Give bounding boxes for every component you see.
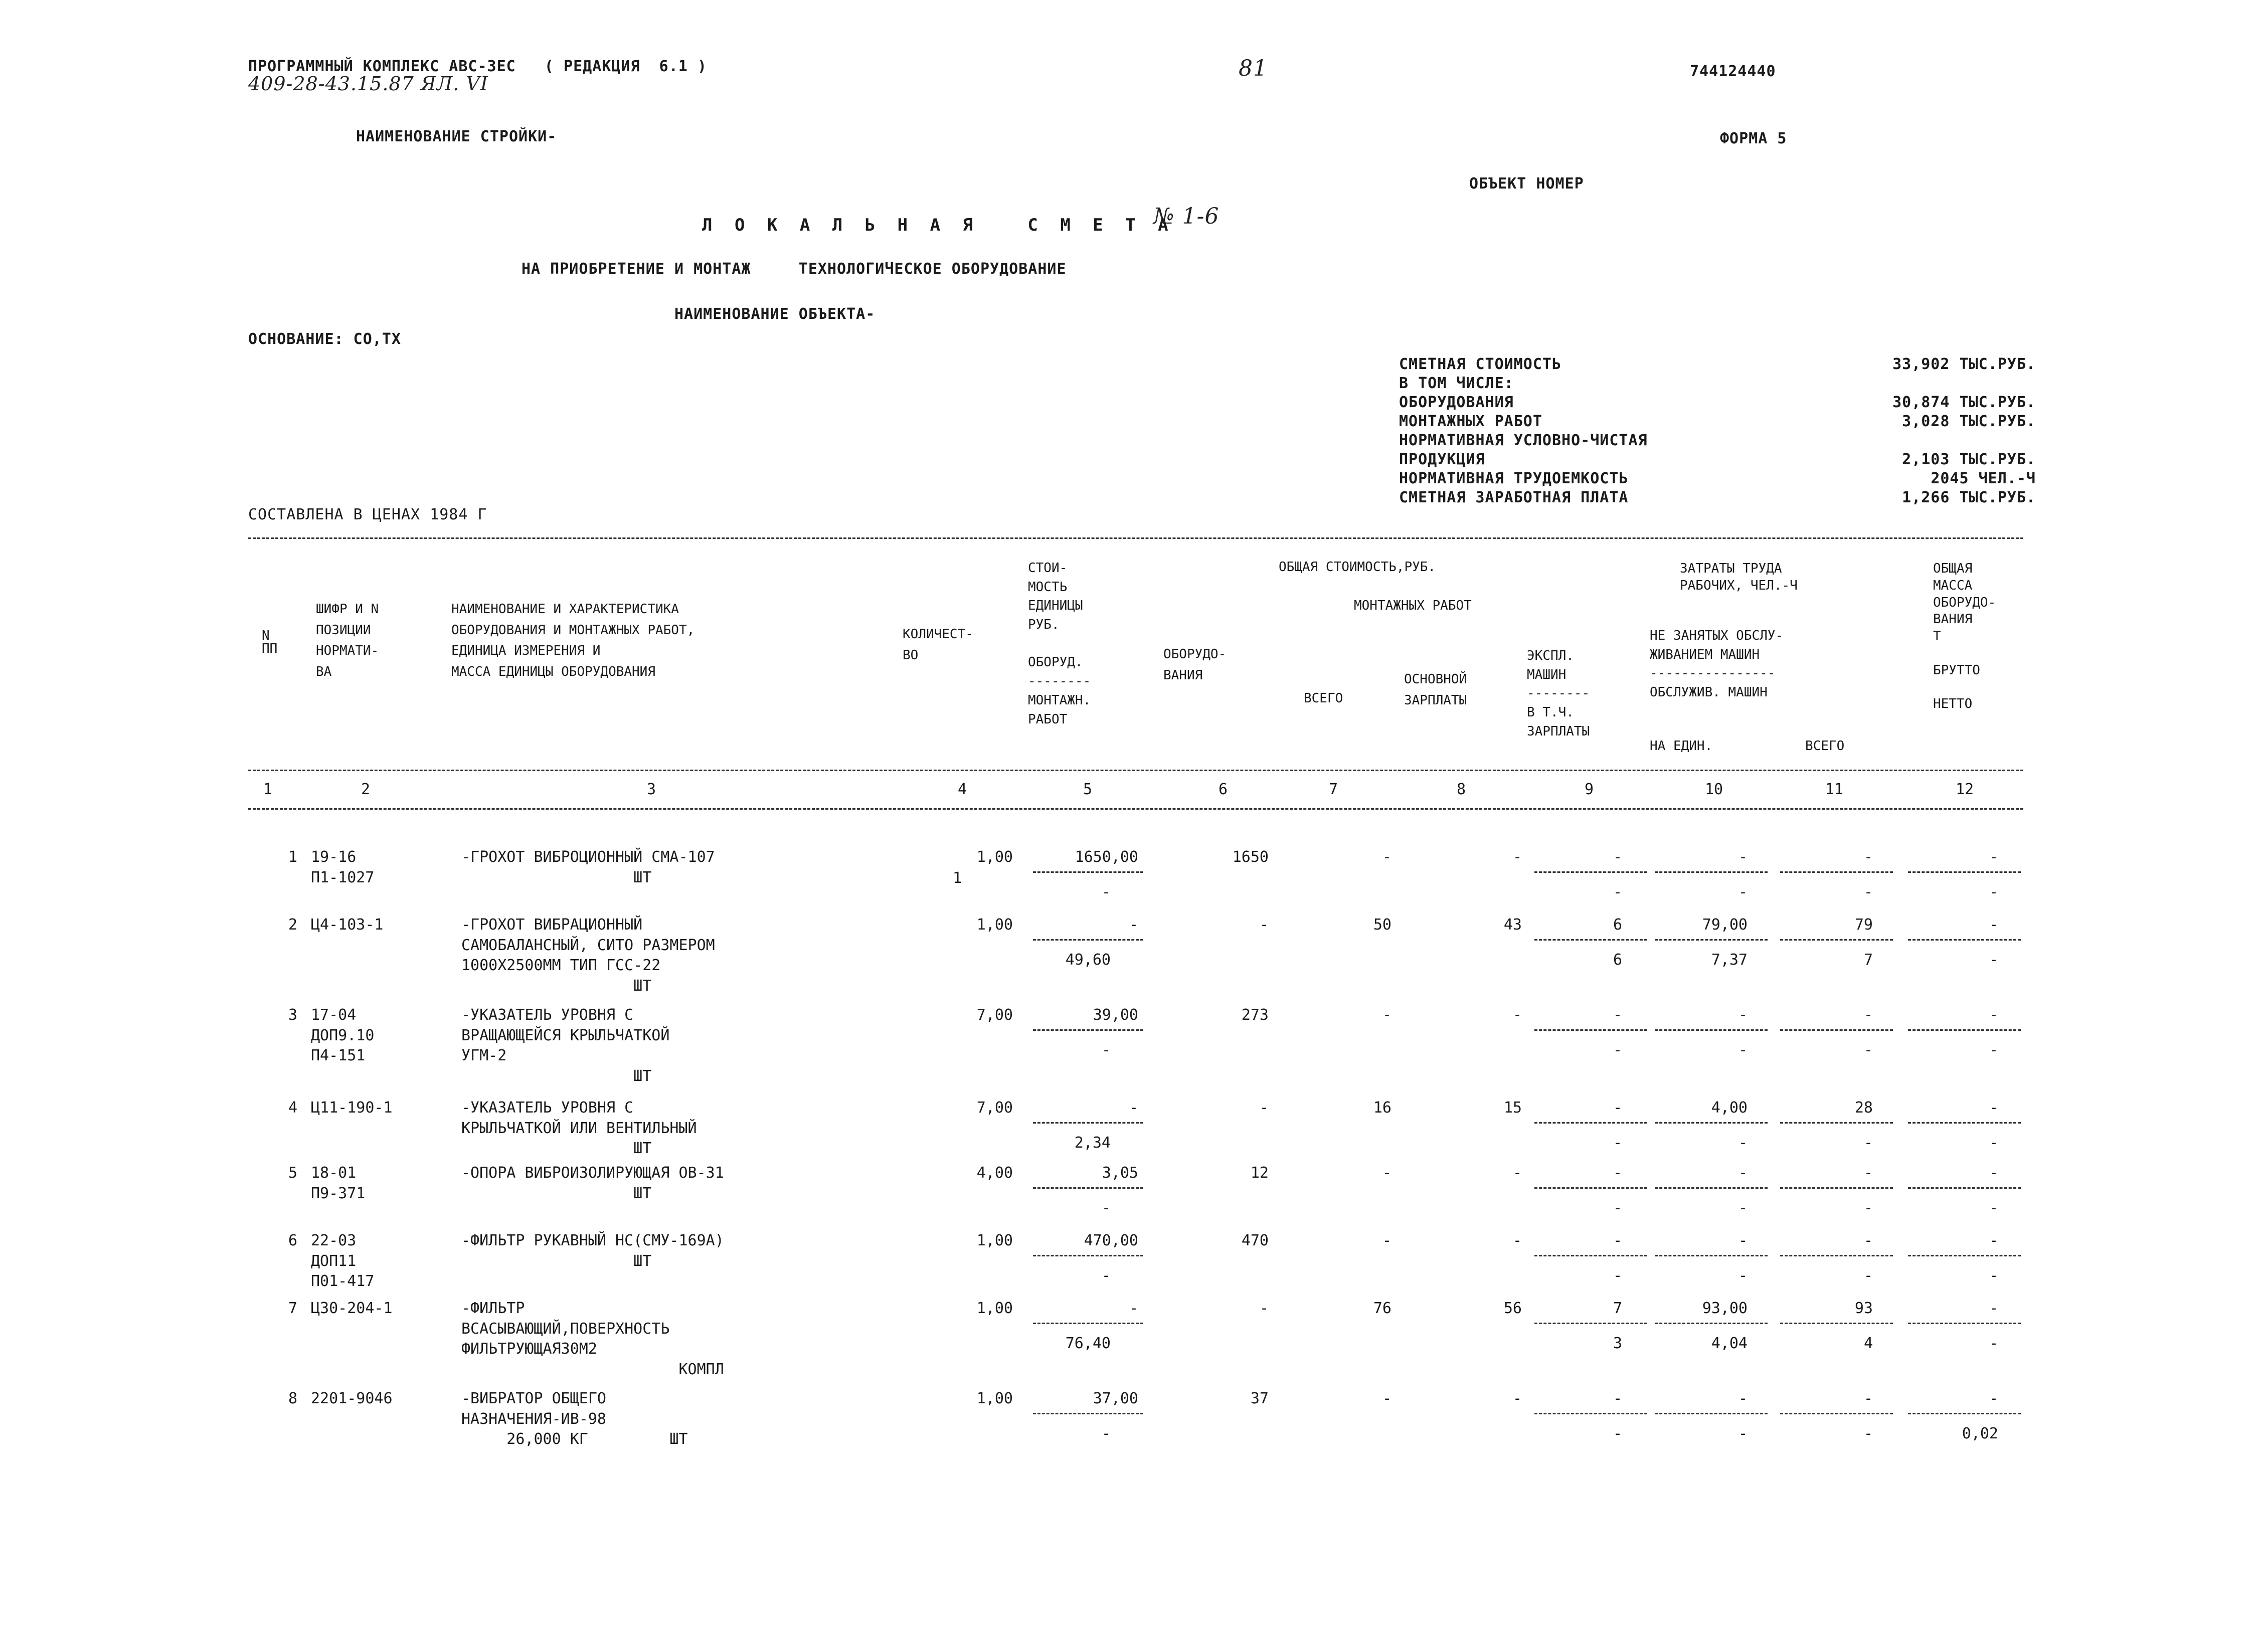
row-equipment-cost: -: [1259, 1300, 1269, 1317]
cell-divider: [1655, 1323, 1768, 1324]
row-number: 5: [288, 1164, 298, 1182]
row-all-lab: 28: [1854, 1099, 1873, 1117]
col-basic-salary-header: ОСНОВНОЙ ЗАРПЛАТЫ: [1404, 672, 1467, 708]
row-unit-lab: -: [1738, 1006, 1748, 1024]
row-mach2: -: [1613, 1267, 1622, 1284]
row-mass2: -: [1989, 951, 1998, 969]
row-quantity: 1,00: [976, 1390, 1013, 1407]
row-number: 8: [288, 1390, 298, 1407]
row-all-lab2: 4: [1863, 1335, 1873, 1352]
row-mount-total: 76: [1373, 1300, 1391, 1317]
column-number: 8: [1457, 781, 1466, 798]
row-mount-total: 50: [1373, 916, 1391, 934]
row-unit-lab: 4,00: [1711, 1099, 1748, 1117]
row-mass: -: [1989, 848, 1998, 866]
row-quantity: 1,00: [976, 848, 1013, 866]
summary-value: 30,874 ТЫС.РУБ.: [1892, 394, 2036, 411]
cell-divider: [1033, 939, 1143, 941]
cell-divider: [1033, 1323, 1143, 1324]
row-quantity: 7,00: [976, 1006, 1013, 1024]
row-code: Ц11-190-1: [311, 1099, 393, 1117]
row-basic-salary: -: [1512, 1232, 1522, 1249]
cell-divider: [1780, 1187, 1893, 1189]
cell-divider: [1780, 939, 1893, 941]
column-number: 9: [1585, 781, 1594, 798]
row-all-lab: -: [1863, 848, 1873, 866]
row-unit-mount-cost: -: [1101, 1199, 1111, 1217]
row-code: 2201-9046: [311, 1390, 393, 1407]
row-code: 22-03 ДОП11 П01-417: [311, 1232, 375, 1290]
row-unit-lab2: -: [1738, 1134, 1748, 1152]
row-mount-total: -: [1382, 848, 1391, 866]
row-unit-mount-cost: 2,34: [1074, 1134, 1111, 1152]
form-label: ФОРМА 5: [1720, 130, 1787, 147]
page-number: 81: [1239, 56, 1268, 81]
row-code: 17-04 ДОП9.10 П4-151: [311, 1006, 375, 1064]
col-qty-header: КОЛИЧЕСТ- ВО: [903, 627, 973, 663]
row-mach: 7: [1613, 1300, 1622, 1317]
row-mount-total: -: [1382, 1232, 1391, 1249]
header-bottom-rule: [248, 770, 2023, 771]
document-title: Л О К А Л Ь Н А Я С М Е Т А: [702, 215, 1174, 235]
summary-value: 2,103 ТЫС.РУБ.: [1902, 451, 2036, 468]
row-mass: -: [1989, 1390, 1998, 1407]
group-labor-sub-header: НЕ ЗАНЯТЫХ ОБСЛУ- ЖИВАНИЕМ МАШИН ---------------- ОБСЛУЖИВ. МАШИН: [1650, 628, 1784, 700]
row-mach2: -: [1613, 1199, 1622, 1217]
row-mass2: 0,02: [1962, 1425, 1998, 1442]
row-name: -ОПОРА ВИБРОИЗОЛИРУЮЩАЯ ОВ-31 ШТ: [461, 1164, 724, 1202]
cell-divider: [1655, 1413, 1768, 1414]
cell-divider: [1534, 1122, 1647, 1124]
row-all-lab: -: [1863, 1390, 1873, 1407]
cell-divider: [1033, 1413, 1143, 1414]
row-mach: -: [1613, 1164, 1622, 1182]
row-equipment-cost: -: [1259, 916, 1269, 934]
row-all-lab2: -: [1863, 1267, 1873, 1284]
summary-label: ПРОДУКЦИЯ: [1399, 451, 1485, 468]
row-mass2: -: [1989, 1199, 1998, 1217]
row-equipment-cost: -: [1259, 1099, 1269, 1117]
row-mass2: -: [1989, 1335, 1998, 1352]
col-name-header: НАИМЕНОВАНИЕ И ХАРАКТЕРИСТИКА ОБОРУДОВАНИЯ И МОНТАЖНЫХ РАБОТ, ЕДИНИЦА ИЗМЕРЕНИЯ И МАССА ЕДИНИЦЫ ОБОРУДОВАНИЯ: [451, 602, 695, 679]
row-mass: -: [1989, 1099, 1998, 1117]
row-name: -ВИБРАТОР ОБЩЕГО НАЗНАЧЕНИЯ-ИВ-98 26,000 КГ ШТ: [461, 1390, 688, 1448]
row-quantity: 1,00: [976, 1232, 1013, 1249]
row-code: 19-16 П1-1027: [311, 848, 375, 886]
subtitle: НА ПРИОБРЕТЕНИЕ И МОНТАЖ ТЕХНОЛОГИЧЕСКОЕ ОБОРУДОВАНИЕ: [521, 260, 1067, 278]
column-number: 12: [1956, 781, 1974, 798]
row-unit-cost: 470,00: [1084, 1232, 1138, 1249]
row-basic-salary: -: [1512, 1390, 1522, 1407]
row-unit-lab2: -: [1738, 1199, 1748, 1217]
row-all-lab2: 7: [1863, 951, 1873, 969]
row-mount-total: 16: [1373, 1099, 1391, 1117]
col-equipment-header: ОБОРУДО- ВАНИЯ: [1163, 647, 1227, 683]
row-unit-lab2: 4,04: [1711, 1335, 1748, 1352]
row-mass2: -: [1989, 1267, 1998, 1284]
row-mass2: -: [1989, 1041, 1998, 1059]
row-equipment-cost: 273: [1241, 1006, 1269, 1024]
group-mount-header: МОНТАЖНЫХ РАБОТ: [1354, 598, 1472, 613]
row-basic-salary: -: [1512, 848, 1522, 866]
row-all-lab2: -: [1863, 1041, 1873, 1059]
cell-divider: [1033, 871, 1143, 873]
row-name: -ГРОХОТ ВИБРОЦИОННЫЙ СМА-107 ШТ: [461, 848, 715, 886]
row-unit-lab: -: [1738, 1232, 1748, 1249]
col-code-header: ШИФР И N ПОЗИЦИИ НОРМАТИ- ВА: [316, 602, 379, 679]
cell-divider: [1908, 1413, 2021, 1414]
col-per-unit-header: НА ЕДИН.: [1650, 739, 1713, 754]
object-name: НАИМЕНОВАНИЕ ОБЪЕКТА-: [674, 305, 876, 323]
row-mach: 6: [1613, 916, 1622, 934]
row-mount-total: -: [1382, 1164, 1391, 1182]
column-number: 5: [1083, 781, 1093, 798]
row-unit-lab2: -: [1738, 883, 1748, 901]
row-name: -ФИЛЬТР ВСАСЫВАЮЩИЙ,ПОВЕРХНОСТЬ ФИЛЬТРУЮЩАЯ30М2 КОМПЛ: [461, 1300, 724, 1378]
row-quantity: 4,00: [976, 1164, 1013, 1182]
column-number: 3: [647, 781, 656, 798]
row-unit-lab: 93,00: [1702, 1300, 1748, 1317]
row-unit-lab: -: [1738, 1390, 1748, 1407]
row-number: 2: [288, 916, 298, 934]
cell-divider: [1534, 1029, 1647, 1031]
row-basic-salary: -: [1512, 1164, 1522, 1182]
summary-label: НОРМАТИВНАЯ УСЛОВНО-ЧИСТАЯ: [1399, 432, 1648, 449]
row-mach: -: [1613, 1232, 1622, 1249]
row-equipment-cost: 12: [1250, 1164, 1269, 1182]
row-quantity: 1,00: [976, 1300, 1013, 1317]
column-number: 11: [1825, 781, 1844, 798]
row-unit-lab2: -: [1738, 1041, 1748, 1059]
row-quantity: 1,00: [976, 916, 1013, 934]
cell-divider: [1908, 939, 2021, 941]
row-mach2: -: [1613, 1041, 1622, 1059]
col-total-header: ВСЕГО: [1304, 691, 1343, 706]
row-mark: 1: [953, 869, 962, 887]
cell-divider: [1033, 1187, 1143, 1189]
row-unit-mount-cost: -: [1101, 1267, 1111, 1284]
row-unit-lab2: -: [1738, 1425, 1748, 1442]
row-unit-lab2: 7,37: [1711, 951, 1748, 969]
row-unit-mount-cost: -: [1101, 883, 1111, 901]
row-mach2: -: [1613, 883, 1622, 901]
row-code: 18-01 П9-371: [311, 1164, 366, 1202]
row-name: -ГРОХОТ ВИБРАЦИОННЫЙ САМОБАЛАНСНЫЙ, СИТО РАЗМЕРОМ 1000Х2500ММ ТИП ГСС-22 ШТ: [461, 916, 715, 995]
cell-divider: [1908, 871, 2021, 873]
column-number: 6: [1219, 781, 1228, 798]
column-number: 1: [263, 781, 273, 798]
row-mach: -: [1613, 1390, 1622, 1407]
column-number: 7: [1329, 781, 1338, 798]
summary-value: 2045 ЧЕЛ.-Ч: [1931, 470, 2036, 487]
row-basic-salary: 43: [1503, 916, 1522, 934]
row-unit-mount-cost: -: [1101, 1425, 1111, 1442]
row-all-lab: -: [1863, 1164, 1873, 1182]
row-number: 1: [288, 848, 298, 866]
row-all-lab2: -: [1863, 883, 1873, 901]
cell-divider: [1655, 1187, 1768, 1189]
row-code: Ц4-103-1: [311, 916, 384, 934]
price-basis: СОСТАВЛЕНА В ЦЕНАХ 1984 Г: [248, 506, 487, 523]
line-name: НАИМЕНОВАНИЕ СТРОЙКИ-: [356, 128, 557, 145]
row-basic-salary: 15: [1503, 1099, 1522, 1117]
row-unit-lab: 79,00: [1702, 916, 1748, 934]
row-number: 7: [288, 1300, 298, 1317]
row-mach2: 3: [1613, 1335, 1622, 1352]
row-mach: -: [1613, 1099, 1622, 1117]
row-mass2: -: [1989, 1134, 1998, 1152]
row-mass: -: [1989, 1232, 1998, 1249]
row-equipment-cost: 470: [1241, 1232, 1269, 1249]
col-unit-cost-header: СТОИ- МОСТЬ ЕДИНИЦЫ РУБ. ОБОРУД. -------- МОНТАЖН. РАБОТ: [1028, 561, 1091, 727]
row-unit-lab: -: [1738, 848, 1748, 866]
cell-divider: [1534, 1413, 1647, 1414]
row-mach: -: [1613, 848, 1622, 866]
row-number: 3: [288, 1006, 298, 1024]
row-number: 4: [288, 1099, 298, 1117]
col-machine-header: ЭКСПЛ. МАШИН -------- В Т.Ч. ЗАРПЛАТЫ: [1527, 648, 1590, 739]
row-unit-cost: 3,05: [1102, 1164, 1138, 1182]
numbers-bottom-rule: [248, 808, 2023, 810]
row-mass: -: [1989, 1006, 1998, 1024]
cell-divider: [1033, 1029, 1143, 1031]
cell-divider: [1655, 871, 1768, 873]
summary-value: 1,266 ТЫС.РУБ.: [1902, 489, 2036, 506]
row-number: 6: [288, 1232, 298, 1249]
row-code: Ц30-204-1: [311, 1300, 393, 1317]
summary-value: 33,902 ТЫС.РУБ.: [1892, 355, 2036, 373]
col-n-header: N ПП: [262, 628, 278, 656]
row-equipment-cost: 1650: [1232, 848, 1269, 866]
program-name: ПРОГРАММНЫЙ КОМПЛЕКС АВС-ЗЕС ( РЕДАКЦИЯ 6.1 ): [248, 58, 707, 75]
row-all-lab2: -: [1863, 1199, 1873, 1217]
cell-divider: [1780, 1122, 1893, 1124]
row-unit-cost: -: [1129, 916, 1138, 934]
row-unit-mount-cost: -: [1101, 1041, 1111, 1059]
row-basic-salary: -: [1512, 1006, 1522, 1024]
row-unit-mount-cost: 76,40: [1065, 1335, 1111, 1352]
row-all-lab2: -: [1863, 1134, 1873, 1152]
row-all-lab: 79: [1854, 916, 1873, 934]
column-number: 2: [361, 781, 371, 798]
row-name: -УКАЗАТЕЛЬ УРОВНЯ С КРЫЛЬЧАТКОЙ ИЛИ ВЕНТИЛЬНЫЙ ШТ: [461, 1099, 697, 1157]
basis: ОСНОВАНИЕ: СО,ТХ: [248, 330, 401, 348]
summary-label: МОНТАЖНЫХ РАБОТ: [1399, 413, 1542, 430]
cell-divider: [1534, 1255, 1647, 1256]
summary-value: 3,028 ТЫС.РУБ.: [1902, 413, 2036, 430]
row-mach: -: [1613, 1006, 1622, 1024]
row-mount-total: -: [1382, 1390, 1391, 1407]
row-all-lab: -: [1863, 1232, 1873, 1249]
row-name: -УКАЗАТЕЛЬ УРОВНЯ С ВРАЩАЮЩЕЙСЯ КРЫЛЬЧАТКОЙ УГМ-2 ШТ: [461, 1006, 670, 1085]
cell-divider: [1780, 1413, 1893, 1414]
cell-divider: [1534, 939, 1647, 941]
col-labor-total-header: ВСЕГО: [1805, 739, 1845, 754]
cell-divider: [1780, 871, 1893, 873]
group-labor-header: ЗАТРАТЫ ТРУДА РАБОЧИХ, ЧЕЛ.-Ч: [1680, 561, 1798, 593]
cell-divider: [1655, 1029, 1768, 1031]
cell-divider: [1780, 1029, 1893, 1031]
row-all-lab2: -: [1863, 1425, 1873, 1442]
cell-divider: [1655, 1255, 1768, 1256]
row-mach2: 6: [1613, 951, 1622, 969]
cell-divider: [1534, 871, 1647, 873]
row-quantity: 7,00: [976, 1099, 1013, 1117]
row-unit-lab2: -: [1738, 1267, 1748, 1284]
object-number: ОБЪЕКТ НОМЕР: [1469, 175, 1584, 193]
row-mass: -: [1989, 1300, 1998, 1317]
table-top-rule: [248, 537, 2023, 539]
row-all-lab: -: [1863, 1006, 1873, 1024]
cell-divider: [1655, 939, 1768, 941]
cell-divider: [1655, 1122, 1768, 1124]
cell-divider: [1908, 1255, 2021, 1256]
cell-divider: [1908, 1122, 2021, 1124]
doc-code: 744124440: [1690, 63, 1776, 80]
cell-divider: [1908, 1187, 2021, 1189]
title-number: № 1-6: [1153, 204, 1220, 229]
row-mach2: -: [1613, 1425, 1622, 1442]
row-mass: -: [1989, 916, 1998, 934]
column-number: 10: [1705, 781, 1723, 798]
summary-label: СМЕТНАЯ ЗАРАБОТНАЯ ПЛАТА: [1399, 489, 1629, 506]
group-cost-header: ОБЩАЯ СТОИМОСТЬ,РУБ.: [1279, 560, 1436, 575]
row-mount-total: -: [1382, 1006, 1391, 1024]
column-number: 4: [958, 781, 967, 798]
row-unit-cost: 1650,00: [1075, 848, 1138, 866]
row-all-lab: 93: [1854, 1300, 1873, 1317]
row-unit-cost: 39,00: [1093, 1006, 1138, 1024]
cell-divider: [1534, 1323, 1647, 1324]
cell-divider: [1534, 1187, 1647, 1189]
row-unit-lab: -: [1738, 1164, 1748, 1182]
row-mass: -: [1989, 1164, 1998, 1182]
row-unit-mount-cost: 49,60: [1065, 951, 1111, 969]
cell-divider: [1908, 1323, 2021, 1324]
summary-label: ОБОРУДОВАНИЯ: [1399, 394, 1514, 411]
summary-label: НОРМАТИВНАЯ ТРУДОЕМКОСТЬ: [1399, 470, 1629, 487]
cell-divider: [1033, 1122, 1143, 1124]
row-unit-cost: 37,00: [1093, 1390, 1138, 1407]
row-unit-cost: -: [1129, 1099, 1138, 1117]
row-equipment-cost: 37: [1250, 1390, 1269, 1407]
cell-divider: [1780, 1323, 1893, 1324]
summary-label: СМЕТНАЯ СТОИМОСТЬ: [1399, 355, 1562, 373]
row-unit-cost: -: [1129, 1300, 1138, 1317]
row-basic-salary: 56: [1503, 1300, 1522, 1317]
handwritten-code: 409-28-43.15.87 ЯЛ. VI: [248, 73, 488, 95]
row-mass2: -: [1989, 883, 1998, 901]
row-name: -ФИЛЬТР РУКАВНЫЙ НС(СМУ-169А) ШТ: [461, 1232, 724, 1270]
cell-divider: [1033, 1255, 1143, 1256]
summary-label: В ТОМ ЧИСЛЕ:: [1399, 375, 1514, 392]
col-mass-header: ОБЩАЯ МАССА ОБОРУДО- ВАНИЯ Т БРУТТО НЕТТО: [1933, 561, 1996, 712]
cell-divider: [1780, 1255, 1893, 1256]
cell-divider: [1908, 1029, 2021, 1031]
row-mach2: -: [1613, 1134, 1622, 1152]
